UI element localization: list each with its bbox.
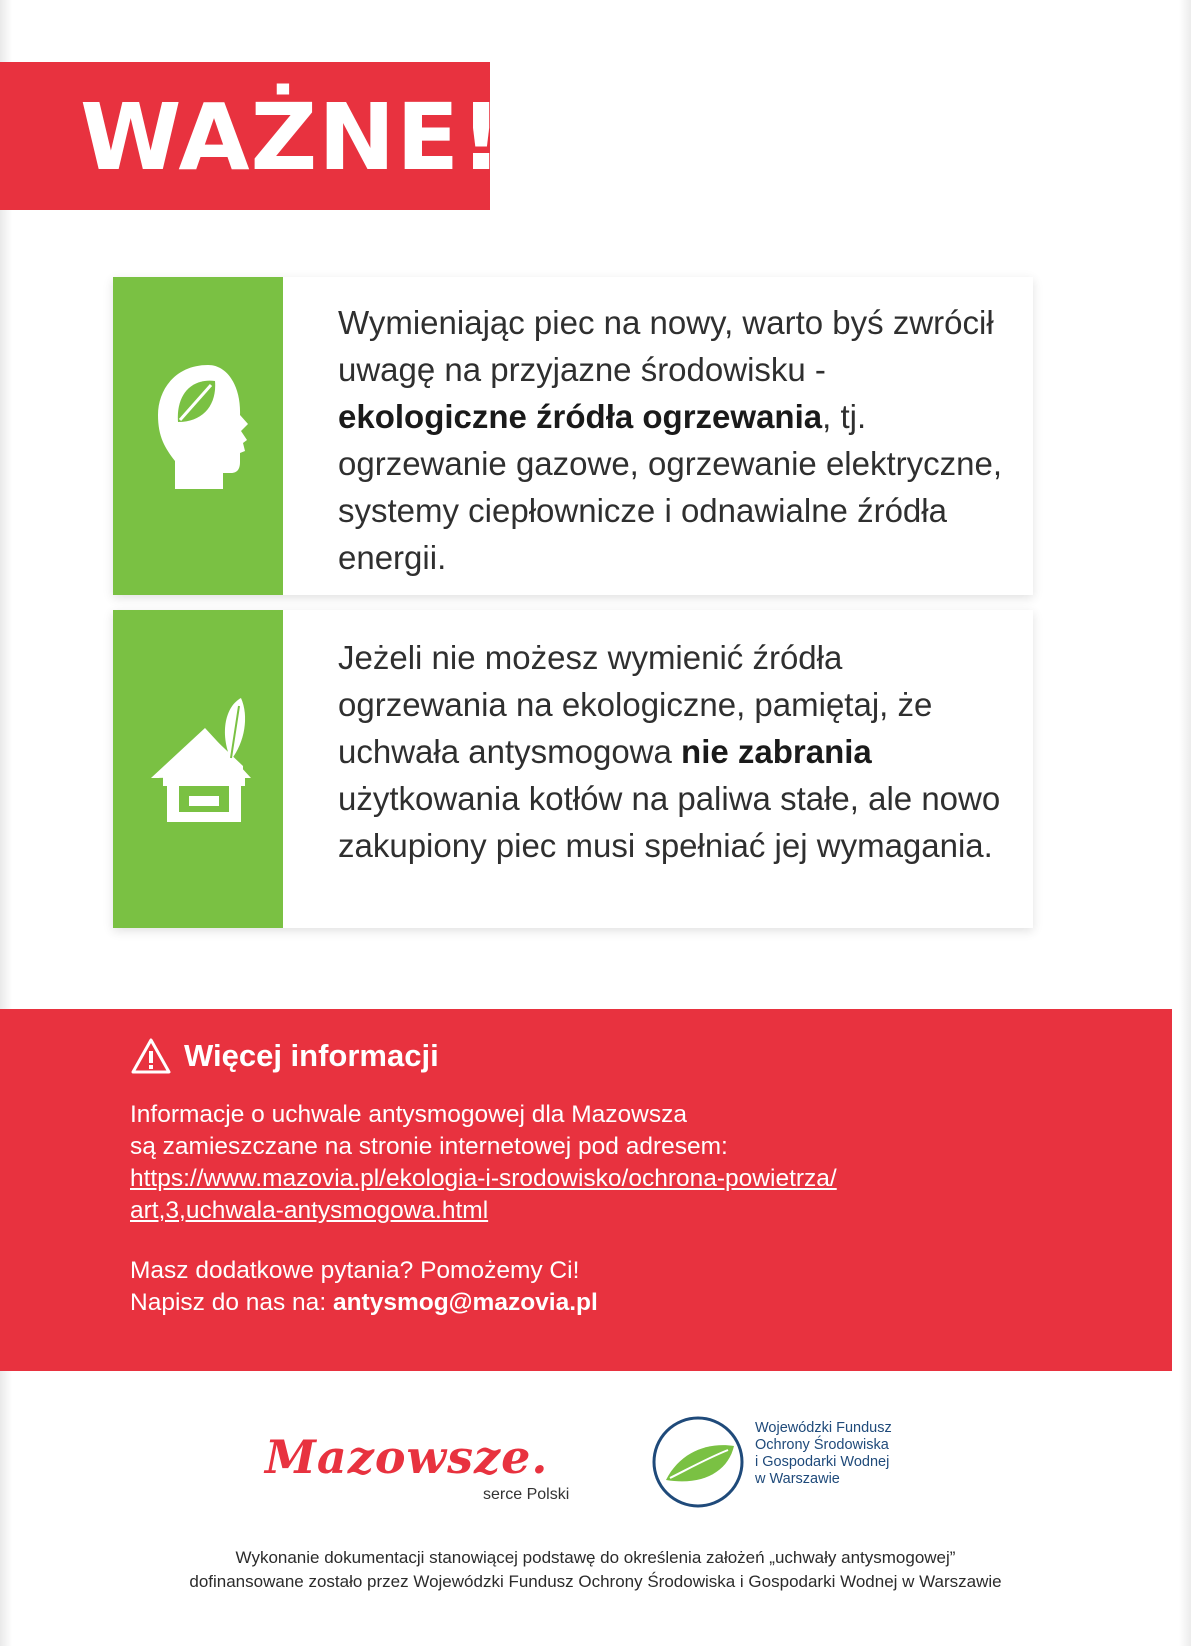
wfos-line-2: Ochrony Środowiska bbox=[755, 1437, 889, 1453]
info-line-2: są zamieszczane na stronie internetowej pod adresem: bbox=[130, 1133, 728, 1160]
solid-fuel-card bbox=[113, 610, 1033, 928]
wfos-line-3: i Gospodarki Wodnej bbox=[755, 1454, 890, 1470]
card-1-text-bold: ekologiczne źródła ogrzewania bbox=[338, 398, 823, 435]
more-info-title: Więcej informacji bbox=[184, 1038, 439, 1073]
card-1-text-end: , tj. ogrzewanie gazowe, ogrzewanie elektryczne, systemy ciepłownicze i odnawialne źródła energii. bbox=[338, 398, 1003, 576]
eco-heating-text bbox=[338, 299, 1005, 581]
mazowsze-tagline: serce Polski bbox=[483, 1486, 570, 1503]
head-with-leaf-icon bbox=[113, 277, 283, 595]
wfos-leaf-emblem-icon bbox=[650, 1412, 746, 1512]
scan-edge-left bbox=[0, 0, 12, 1646]
wfos-logo bbox=[650, 1412, 950, 1512]
wfos-name bbox=[755, 1420, 892, 1488]
icon-panel-house bbox=[113, 610, 283, 928]
wfos-line-4: w Warszawie bbox=[755, 1471, 840, 1487]
scan-edge-right bbox=[1179, 0, 1191, 1646]
more-info-heading bbox=[130, 1033, 439, 1079]
funding-note-line-1: Wykonanie dokumentacji stanowiącej podstawę do określenia założeń „uchwały antysmogowej” bbox=[235, 1548, 956, 1567]
wfos-line-1: Wojewódzki Fundusz bbox=[755, 1420, 892, 1436]
more-info-section bbox=[0, 1009, 1172, 1371]
card-2-text-end: użytkowania kotłów na paliwa stałe, ale nowo zakupiony piec musi spełniać jej wymagania. bbox=[338, 780, 1001, 864]
funding-note-line-2: dofinansowane zostało przez Wojewódzki Fundusz Ochrony Środowiska i Gospodarki Wodnej w Warszawie bbox=[189, 1572, 1002, 1591]
info-contact bbox=[130, 1287, 1130, 1319]
page-title: WAŻNE! bbox=[80, 84, 504, 191]
mazowsze-wordmark: Mazowsze. bbox=[265, 1430, 549, 1484]
card-2-text-bold: nie zabrania bbox=[681, 733, 872, 770]
more-info-body bbox=[130, 1099, 1130, 1319]
solid-fuel-text bbox=[338, 634, 1005, 869]
warning-icon bbox=[130, 1037, 172, 1075]
card-1-text-start: Wymieniając piec na nowy, warto byś zwrócił uwagę na przyjazne środowisku - bbox=[338, 304, 994, 388]
info-question: Masz dodatkowe pytania? Pomożemy Ci! bbox=[130, 1257, 580, 1284]
mazovia-link-line-2[interactable]: art,3,uchwala-antysmogowa.html bbox=[130, 1197, 489, 1224]
icon-panel-head bbox=[113, 277, 283, 595]
card-2-text-start: Jeżeli nie możesz wymienić źródła ogrzewania na ekologiczne, pamiętaj, że uchwała antysmogowa bbox=[338, 639, 933, 770]
info-line-1: Informacje o uchwale antysmogowej dla Mazowsza bbox=[130, 1101, 687, 1128]
house-with-leaf-icon bbox=[113, 610, 283, 928]
eco-heating-card bbox=[113, 277, 1033, 595]
mazowsze-logo bbox=[265, 1430, 605, 1510]
contact-label: Napisz do nas na: bbox=[130, 1289, 333, 1316]
funding-note bbox=[0, 1546, 1191, 1594]
mazovia-link-line-1[interactable]: https://www.mazovia.pl/ekologia-i-srodowisko/ochrona-powietrza/ bbox=[130, 1165, 837, 1192]
contact-email-link[interactable]: antysmog@mazovia.pl bbox=[332, 1289, 598, 1316]
